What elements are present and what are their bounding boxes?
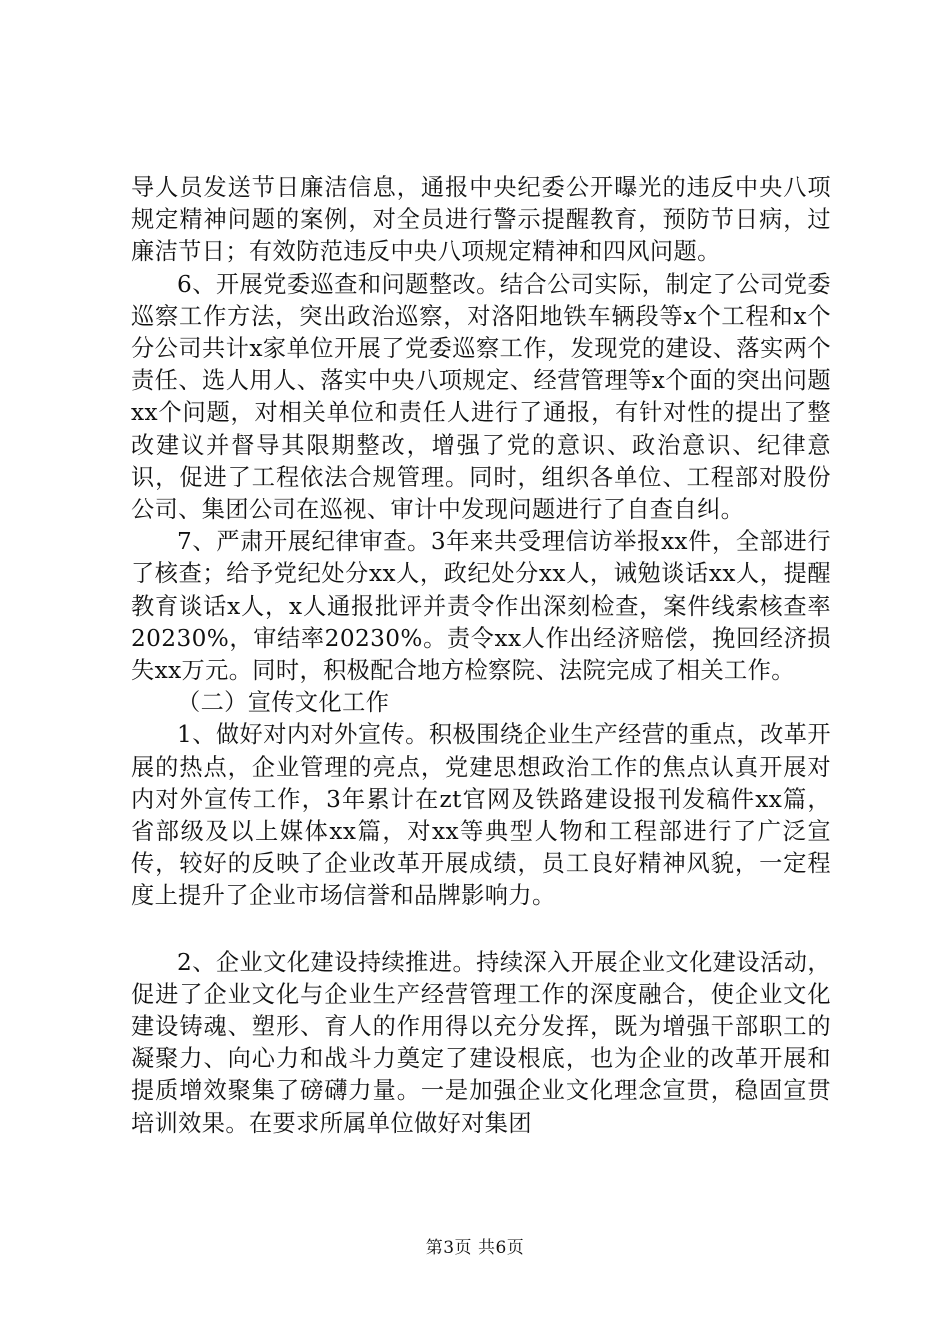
section-heading: （二）宣传文化工作	[177, 689, 390, 717]
page-footer: 第3页 共6页	[425, 1238, 525, 1258]
paragraph-item-7: 7、严肃开展纪律审查。3年来共受理信访举报xx件，全部进行了核查；给予党纪处分xx人，政纪处分xx人，诫勉谈话xx人，提醒教育谈话x人，x人通报批评并责令作出深刻检查，案件线索核查率20230%，审结率20230%。责令xx人作出经济赔偿，挽回经济损失xx万元。同时，积极配合地方检察院、法院完成了相关工作。	[131, 528, 831, 685]
paragraph-item-6: 6、开展党委巡查和问题整改。结合公司实际，制定了公司党委巡察工作方法，突出政治巡察，对洛阳地铁车辆段等x个工程和x个分公司共计x家单位开展了党委巡察工作，发现党的建设、落实两个责任、选人用人、落实中央八项规定、经营管理等x个面的突出问题xx个问题，对相关单位和责任人进行了通报，有针对性的提出了整改建议并督导其限期整改，增强了党的意识、政治意识、纪律意识，促进了工程依法合规管理。同时，组织各单位、工程部对股份公司、集团公司在巡视、审计中发现问题进行了自查自纠。	[131, 270, 831, 524]
paragraph-item-2: 2、企业文化建设持续推进。持续深入开展企业文化建设活动，促进了企业文化与企业生产经营管理工作的深度融合，使企业文化建设铸魂、塑形、育人的作用得以充分发挥，既为增强干部职工的凝聚力、向心力和战斗力奠定了建设根底，也为企业的改革开展和提质增效聚集了磅礴力量。一是加强企业文化理念宣贯，稳固宣贯培训效果。在要求所属单位做好对集团	[131, 948, 831, 1137]
paragraph-item-1: 1、做好对内对外宣传。积极围绕企业生产经营的重点，改革开展的热点，企业管理的亮点，党建思想政治工作的焦点认真开展对内对外宣传工作，3年累计在zt官网及铁路建设报刊发稿件xx篇，省部级及以上媒体xx篇，对xx等典型人物和工程部进行了广泛宣传，较好的反映了企业改革开展成绩，员工良好精神风貌，一定程度上提升了企业市场信誉和品牌影响力。	[131, 721, 831, 910]
paragraph-continuation: 导人员发送节日廉洁信息，通报中央纪委公开曝光的违反中央八项规定精神问题的案例，对全员进行警示提醒教育，预防节日病，过廉洁节日；有效防范违反中央八项规定精神和四风问题。	[131, 174, 831, 266]
paragraph-spacer	[131, 913, 831, 947]
document-body	[131, 172, 831, 1140]
